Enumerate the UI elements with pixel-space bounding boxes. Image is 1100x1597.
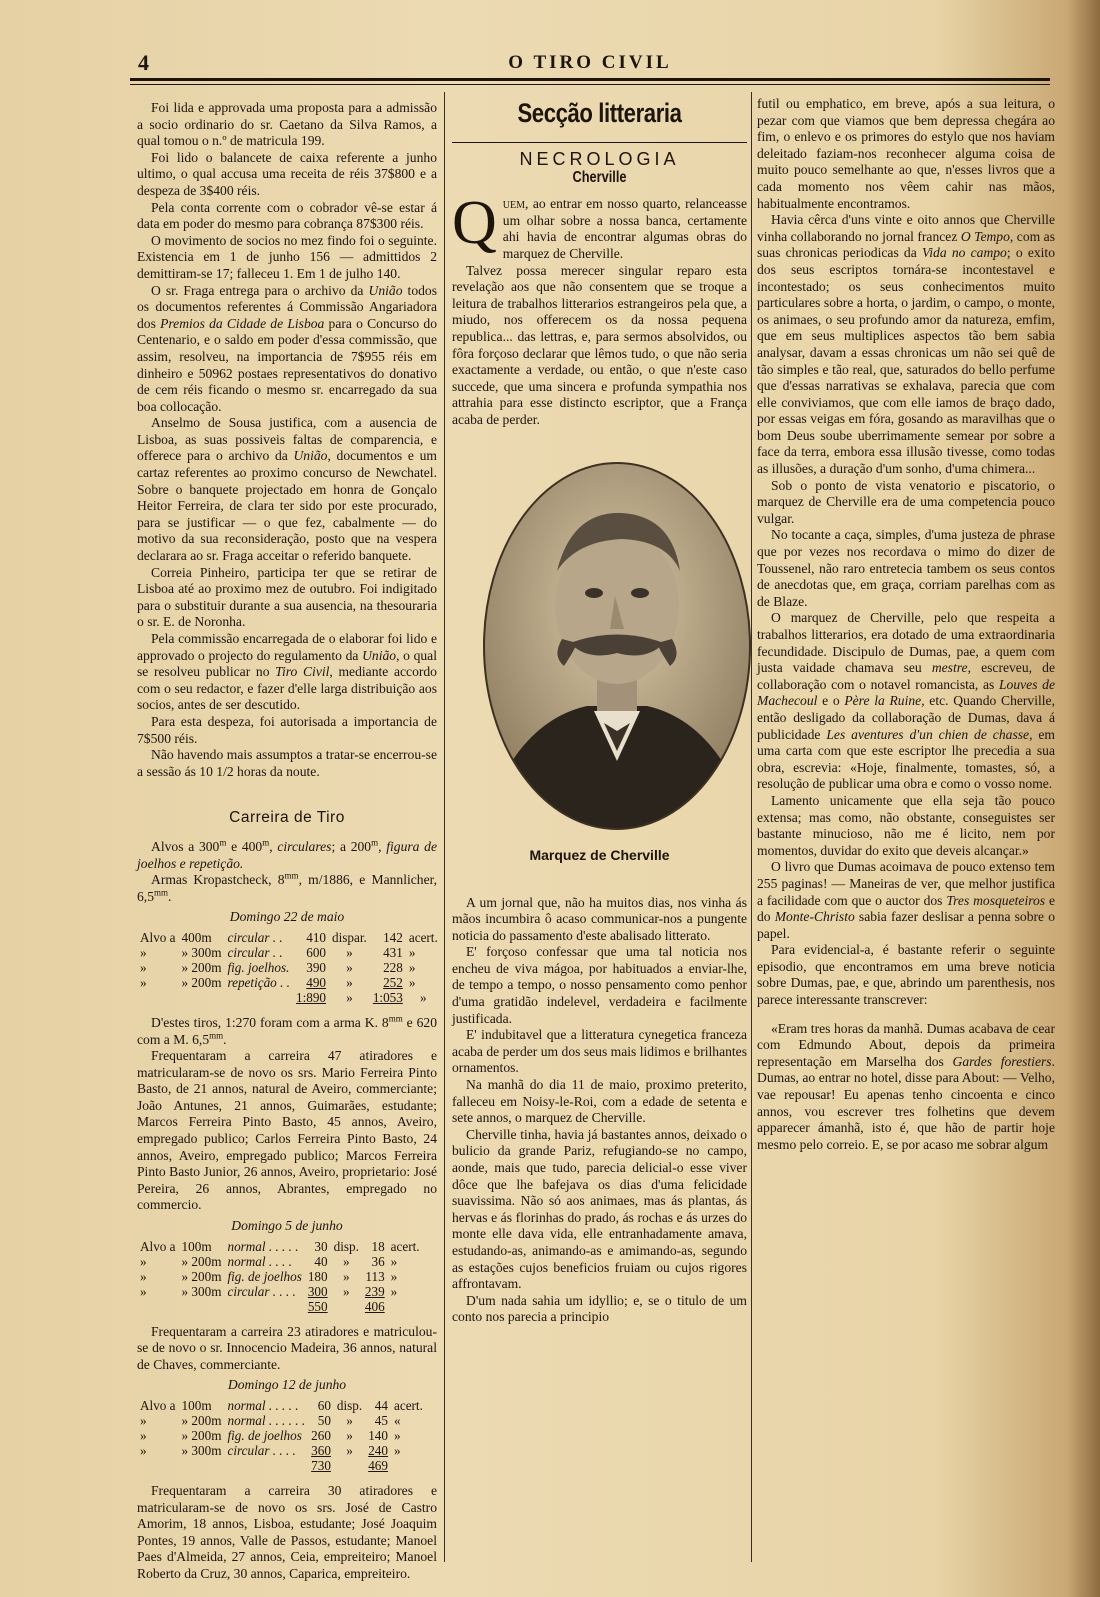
table-cell: 260 [311,1428,331,1443]
section-title: Secção litteraria [517,98,682,128]
text-italic: Gardes forestiers [952,1053,1052,1069]
paragraph: A um jornal que, não ha muitos dias, nos vinha ás mãos incumbira ô acaso communicar-nos a pungente noticia do passamento d'este abalisado litterato. [452,894,747,943]
text-italic: União [368,282,403,298]
table-cell [137,1299,179,1314]
paragraph [452,189,747,262]
unit: mm [388,1013,403,1024]
table-cell: circular . . [227,929,283,945]
table-cell: 30 [314,1238,328,1254]
header-rule [130,78,1050,81]
table-cell: » [346,989,353,1005]
table-cell: » 300m [181,1443,222,1458]
table-row [137,1269,423,1284]
table-cell: » [346,974,353,990]
table-row [137,1398,426,1413]
table-cell: » [390,1253,398,1269]
paragraph [137,839,437,872]
unit: m [262,837,270,848]
text: , com as suas chronicas periodicas da [757,228,1055,261]
paragraph [137,415,437,564]
text: , escreveu, de collaboração com o notavel romancista, as [757,660,1055,692]
page-number: 4 [138,50,149,75]
table-total: 1:053 [372,989,403,1005]
table-cell [179,1458,225,1473]
table-cell [224,990,293,1005]
masthead-title: O TIRO CIVIL [508,52,672,73]
paragraph: E' forçoso confessar que uma tal noticia nos encheu de viva mágoa, por habituados a enviar-lhe, de tempo a tempo, o nosso pensamento como penhor d'uma gratidão indelevel, verdadeira e facilmente justificada. [452,944,747,1026]
text: , etc. Quando Cherville, então desligado da collaboração de Dumas, dava á publicidade [757,693,1055,742]
paragraph [137,631,437,714]
text-italic: União [362,647,397,663]
paragraph [757,859,1055,942]
table-cell: 360 [311,1443,331,1458]
text: Pela commissão encarregada de o elaborar foi lido e approvado o projecto do regulamento da [137,631,437,663]
text: , documentos e um cartaz referentes ao proximo concurso de Newchatel. Sobre o banquete projectado em honra de Gonçalo Heitor Ferreira, de clara ter sido por este procurado, para se justificar — o que fez, cabalmente — do motivo da sua reconsideração, posto que na vespera declarara ao sr. Fraga acceitar o referido banquete. [137,448,437,564]
table-cell: circular . . . . [227,1283,296,1299]
text: ; a 200 [331,838,372,854]
table-cell: » [390,1283,398,1299]
table-cell: » 200m [181,1253,222,1269]
table-cell [179,990,225,1005]
table-cell: normal . . . . [227,1253,292,1269]
column-right [757,96,1055,1153]
text-italic: Les aventures d'un chien de chasse [826,726,1030,742]
table-cell: » [408,974,416,990]
table-cell: 400m [181,929,212,945]
table-cell [137,1458,179,1473]
paragraph: No tocante a caça, simples, d'uma justeza de phrase que por vezes nos recordava o mimo do dizer de Toussenel, não raro entretecia tambem os seus contos de anecdotas que, em graça, corriam parelhas com as de Blaze. [757,527,1055,609]
table-total-row [137,990,441,1005]
table-cell: normal . . . . . . [227,1413,306,1428]
table-cell: acert. [390,1238,420,1254]
table-cell: » [393,1428,401,1443]
column-middle [452,96,747,1326]
table-cell: Alvo a [140,1238,176,1254]
date-heading: Domingo 5 de junho [231,1218,343,1234]
table-cell [179,1299,225,1314]
table-row [137,960,441,975]
portrait-image [482,461,752,831]
text: ; o exito dos seus escriptos tornára-se incontestavel e incontestado; os seus conhecimentos muito particulares sobre a horta, o jardim, o campo, o monte, os animaes, o seu profundo amor da natureza, emfim, que em seus multiplices aspectos tão bem sabia analysar, davam a essas chronicas um não sei quê de tão simples e tão real, que, saturados do bello perfume que d'essas narrativas se exhalava, parecia que com elle conviviamos, que com elle iamos de braço dado, por essas veigas em fóra, gosando as maravilhas que o bom Deus soube uberrimamente semear por sobre a face da terra, embora essa illusão tivesse, como todas as illusões, a duração d'um sonho, d'uma chimera... [757,245,1055,477]
paragraph [757,212,1055,478]
table-total-row [137,1458,426,1473]
text: , o qual se resolveu publicar no [137,647,437,680]
text: , mediante accordo com o seu redactor, e fazer d'elle larga distribuição aos socios, antes de ser descutido. [137,664,437,713]
text-italic: O Tempo [960,228,1010,244]
text: O livro que Dumas acoimava de pouco extenso tem 255 paginas! — Maneiras de ver, que melhor justifica a facilidade com que o auctor dos [757,859,1055,908]
article-kicker: NECROLOGIA [519,149,680,169]
paragraph [757,610,1055,793]
table-cell: 44 [374,1398,388,1413]
table-cell: 50 [317,1413,331,1428]
text-smallcaps: uem [502,196,526,212]
text: para o Concurso do Centenario, e o saldo em poder d'essa commissão, que assim, resolveu, na importancia de 7$955 réis em dinheiro e 50962 postaes representativos do donativo de cem réis ficando o mesmo sr. encarregado da sua boa collocação. [137,315,437,414]
table-row [137,1254,423,1269]
table-cell: » [346,1413,353,1428]
table-cell: » [140,1443,147,1458]
table-cell: normal . . . . . [227,1398,299,1413]
text: D'estes tiros, 1:270 foram com a arma K. 8 [151,1014,389,1030]
table-cell: » [346,944,353,960]
table-cell: » [140,1268,147,1284]
paragraph: Sob o ponto de vista venatorio e piscatorio, o marquez de Cherville era de uma competencia pouco vulgar. [757,477,1055,526]
table-cell: » [140,944,147,960]
table-total: 550 [307,1298,328,1314]
portrait-caption: Marquez de Cherville [529,846,670,863]
table-cell: circular . . . . [227,1443,296,1458]
table-row [137,1239,423,1254]
text: Alvos a 300 [151,838,220,854]
column-left [137,100,437,1583]
table-cell: » [408,959,416,975]
table-cell: » [390,1268,398,1284]
text: «Eram tres horas da manhã. Dumas acabava de cear com Edmundo About, depois da primeira representação em Marselha dos [757,1020,1055,1069]
section-heading: Carreira de Tiro [229,809,345,827]
paragraph: Cherville tinha, havia já bastantes annos, deixado o bulicio da grande Pariz, refugiando-se no campo, aonde, mais que tudo, parecia delicial-o esse viver dôce que lhe bafejava os dias d'uma felicidade suavissima. Não só aos animaes, mas ás plantas, ás hervas e ás florinhas do prado, ás rochas e ás urzes do monte elle dava vida, elle entranhadamente amava, estudando-as, animando-as e amimando-as, segundo as estações cujos beneficios fruiam ou cujos rigores affrontavam. [452,1126,747,1292]
unit: m [219,837,227,848]
unit: m [371,837,379,848]
paragraph: Talvez possa merecer singular reparo esta revelação aos que não consentem que se troque a leitura de trabalhos litterarios estrangeiros pela que, a miudo, nos offerecem os da nossa pequena republica... das lettras, e, para sermos absolvidos, ou fôra forçoso declarar que lêmos tudo, o que não seria exactamente a verdade, ou então, o que n'este caso succede, que uma sincera e profunda sympathia nos attrahia para esse distincto escriptor, que a França acaba de perder. [452,262,747,427]
text: e 400 [226,838,263,854]
text: e do [757,892,1056,925]
text: , ao entrar em nosso quarto, relanceasse um olhar sobre a nossa banca, certamente ahi havia de encontrar algumas obras do marquez de Cherville. [502,196,747,261]
table-cell: fig. de joelhos [227,1428,302,1443]
text-italic: circulares [277,838,332,854]
text: Armas Kropastcheck, 8 [151,872,285,888]
paragraph [137,283,437,416]
table-cell: » [342,1268,350,1284]
table-cell: » 200m [181,1413,222,1428]
shooting-table [137,1398,426,1473]
table-total-row [137,1299,423,1314]
table-cell: » [140,1413,147,1428]
table-cell: » [346,1443,353,1458]
text: . [223,1031,227,1047]
table-total: 730 [311,1458,331,1473]
paragraph: D'um nada sahia um idyllio; e, se o titulo de um conto nos parecia a principio [452,1292,747,1325]
table-cell: 142 [383,929,403,945]
table-row [137,1428,426,1443]
table-cell: dispar. [332,929,367,945]
article-title: Cherville [572,168,627,186]
table-cell: 490 [306,974,327,990]
table-total: 469 [368,1458,388,1473]
text: sabia fazer deslisar a penna sobre o papel. [757,909,1055,941]
table-cell: acert. [408,929,438,945]
unit: mm [154,887,169,898]
text-italic: Monte-Christo [774,909,855,925]
text: . [168,888,172,904]
paragraph: Pela conta corrente com o cobrador vê-se estar á data em poder do mesmo para cobrança 87$300 réis. [137,199,437,232]
date-heading: Domingo 22 de maio [229,909,345,925]
paragraph: Frequentaram a carreira 47 atiradores e matricularam-se de novo os srs. Mario Ferreira Pinto Basto, de 21 annos, natural de Aveiro, commerciante; João Antunes, 21 annos, Guimarães, estudante; Marcos Ferreira Pinto Basto, 45 annos, Aveiro, empregado publico; Carlos Ferreira Pinto Basto, 24 annos, Aveiro, empregado publico; Marcos Ferreira Pinto Basto Junior, 26 annos, Aveiro, proprietario: José Pereira, 26 annos, Abrantes, empregado no commercio. [137,1048,437,1213]
table-cell: » [140,974,147,990]
table-cell [224,1299,304,1314]
table-cell: » [420,989,427,1005]
table-cell: 18 [371,1238,385,1254]
text: . Dumas, ao entrar no hotel, disse para About: — Velho, vae repousar! Eu apenas tenho cincoenta e cinco annos, vou escrever tres folhetins que devem apparecer ámanhã, isto é, que hão de partir hoje mesmo pelo correio. E, se por acaso me sobrar algum [757,1053,1055,1152]
text-italic: Tiro Civil [275,664,330,680]
paragraph: Correia Pinheiro, participa ter que se retirar de Lisboa até ao proximo mez de outubro. Foi indigitado para o substituir durante a sua ausencia, na thesouraria o sr. E. de Noronha. [137,564,437,630]
table-cell: » [342,1253,350,1269]
table-cell [137,990,179,1005]
table-cell: 36 [371,1253,385,1269]
unit: mm [284,870,299,881]
table-cell: 239 [364,1283,385,1299]
table-cell: disp. [336,1398,363,1413]
table-cell: 40 [314,1253,328,1269]
table-cell: » [140,959,147,975]
table-row [137,945,441,960]
table-cell: 100m [181,1398,212,1413]
table-cell: Alvo a [140,929,176,945]
paragraph: Lamento unicamente que ella seja tão pouco extensa; mas como, não obstante, conseguistes ser bastante minucioso, não me é licito, nem por momentos, duvidar do exito que deveis alcançar.» [757,792,1055,858]
table-total: 1:890 [295,989,327,1005]
table-cell: fig. de joelhos [227,1268,302,1284]
portrait-figure [452,455,747,895]
text: , m/1886, e Mannlicher, 6,5 [137,872,438,904]
paragraph: Para esta despeza, foi autorisada a importancia de 7$500 réis. [137,713,437,746]
table-cell: 600 [306,944,327,960]
table-cell: » 200m [181,974,222,990]
table-cell: acert. [393,1398,423,1413]
paragraph: Na manhã do dia 11 de maio, proximo preterito, falleceu em Noisy-le-Roi, com a edade de setenta e sete annos, o marquez de Cherville. [452,1077,747,1126]
date-heading: Domingo 12 de junho [227,1377,347,1393]
text: Havia cêrca d'uns vinte e oito annos que Cherville vinha collaborando no jornal francez [757,212,1055,244]
table-cell: » [408,944,416,960]
paragraph: Frequentaram a carreira 23 atiradores e matriculou-se de novo o sr. Innocencio Madeira, 36 annos, natural de Chaves, commerciante. [137,1323,437,1372]
text: e 620 com a M. 6,5 [137,1014,437,1047]
table-cell: 113 [365,1268,385,1284]
text: O sr. Fraga entrega para o archivo da [151,282,369,298]
column-divider [444,92,445,1562]
text-italic: União [293,448,328,464]
table-row [137,1284,423,1299]
shooting-table [137,930,441,1005]
paragraph: futil ou emphatico, em breve, após a sua leitura, o pezar com que viamos que bem depressa chegára ao fim, o enlevo e os primores do estylo que nos haviam deleitado faziam-nos reconhecer alguma coisa de muito pouco semelhante ao que, n'esses livros que a cada momento nos vêem cahir nas mãos, habitualmente encontramos. [757,96,1055,211]
text-italic: Premios da Cidade de Lisboa [160,315,325,331]
table-cell: normal . . . . . [227,1238,299,1254]
table-cell: 45 [374,1413,388,1428]
table-cell: 180 [307,1268,328,1284]
paragraph: Foi lida e approvada uma proposta para a admissão a socio ordinario do sr. Caetano da Silva Ramos, a qual tomou o n.º de matricula 199. [137,100,437,149]
table-cell: » 200m [181,959,222,975]
table-cell: » [346,959,353,975]
table-cell: » [342,1283,350,1299]
table-cell: 300 [307,1283,328,1299]
paragraph: E' indubitavel que a litteratura cynegetica franceza acaba de perder um dos seus mais lidimos e brilhantes ornamentos. [452,1027,747,1076]
table-cell: » 300m [181,1283,222,1299]
text: O marquez de Cherville, pelo que respeita a trabalhos litterarios, era dotado de uma extraordinaria fecundidade. Discipulo de Dumas, pae, a quem com justa vaidade chamava seu [757,610,1055,676]
table-cell: 100m [181,1238,212,1254]
table-cell: » 200m [181,1428,222,1443]
text: , em uma carta com que este escriptor lhe precedia a sua obra, escrevia: «Hoje, finalmente, tomastes, só, a resolução de publicar uma obra e como o vosso nome. [757,726,1056,792]
table-cell: Alvo a [140,1398,176,1413]
table-cell: » [140,1428,147,1443]
text: Anselmo de Sousa justifica, com a ausencia de Lisboa, as suas possiveis faltas de comparencia, e offerece para o archivo da [137,415,437,464]
table-cell: circular . . [227,944,283,960]
page-header [130,48,1050,88]
table-cell: 431 [383,944,403,960]
table-cell: 390 [306,959,327,975]
text-italic: Père la Ruine [844,693,922,709]
shooting-table [137,1239,423,1314]
table-cell: 140 [368,1428,388,1443]
text-italic: Vida no campo [921,245,1007,261]
table-cell: » [346,1428,353,1443]
text-italic: , figura de joelhos e repetição. [137,838,438,871]
table-cell: » [140,1283,147,1299]
table-row [137,975,441,990]
table-cell: » [140,1253,147,1269]
table-cell: repetição . . [227,974,290,990]
table-cell: » 300m [181,944,222,960]
table-cell: 60 [317,1398,331,1413]
table-total: 406 [364,1298,385,1314]
spacer [757,1009,1055,1021]
paragraph [137,872,437,905]
text-italic: Louves de Machecoul [757,676,1055,709]
section-rule [452,142,747,143]
paragraph [757,1021,1055,1154]
paragraph: O movimento de socios no mez findo foi o seguinte. Existencia em 1 de junho 156 — admittidos 2 demittiram-se 17; falleceu 1. Em 1 de julho 140. [137,232,437,281]
text: , [269,838,278,854]
table-row [137,1413,426,1428]
text: todos os documentos referentes á Commissão Angariadora dos [137,282,438,331]
table-row [137,930,441,945]
header-rule-thin [130,84,1050,85]
table-cell [331,1299,362,1314]
table-cell: 252 [383,974,403,990]
drop-cap: Q [452,189,497,258]
paragraph: Frequentaram a carreira 30 atiradores e matricularam-se de novo os srs. José de Castro Amorim, 18 annos, Lisboa, estudante; José Joaquim Pontes, 19 annos, Valle de Passos, estudante; Manoel Paes d'Almeida, 27 annos, Ceia, empreiteiro; Manoel Roberto da Cruz, 30 annos, Caparica, empreiteiro. [137,1483,437,1581]
table-row [137,1443,426,1458]
table-cell [334,1458,365,1473]
paragraph: Para evidencial-a, é bastante referir o seguinte episodio, que encontramos em uma breve noticia sobre Dumas, pae, e que, abrindo um parenthesis, nos parece interessante transcrever: [757,942,1055,1008]
table-cell: « [393,1413,401,1428]
table-cell: 240 [368,1443,388,1458]
unit: mm [209,1029,224,1040]
paragraph [137,1015,437,1048]
text-italic: mestre [931,660,968,676]
paragraph: Foi lido o balancete de caixa referente a junho ultimo, o qual accusa uma receita de réis 37$800 e a despeza de 3$400 réis. [137,149,437,198]
table-cell: » [393,1443,401,1458]
table-cell [224,1458,308,1473]
table-cell: » 200m [181,1268,222,1284]
table-cell: fig. joelhos. [227,959,290,975]
table-cell: disp. [333,1238,359,1254]
text: e o [817,693,845,709]
table-cell: 410 [306,929,327,945]
paragraph: Não havendo mais assumptos a tratar-se encerrou-se a sessão ás 10 1/2 horas da noute. [137,747,437,779]
table-cell: 228 [383,959,403,975]
text-italic: Tres mosqueteiros [946,892,1046,908]
